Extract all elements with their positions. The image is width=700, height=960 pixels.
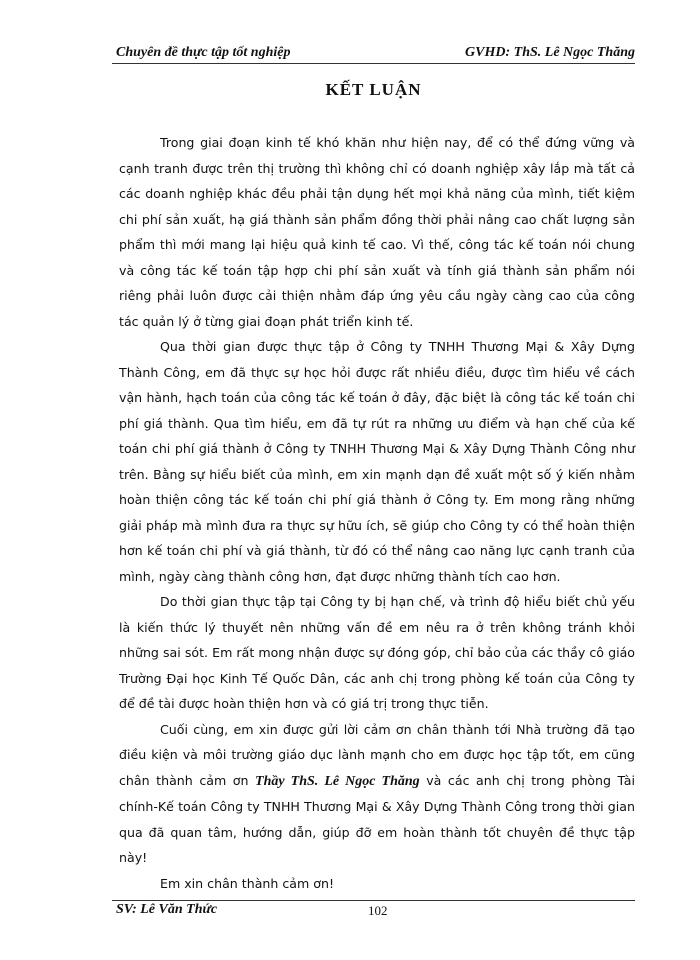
paragraph-5: Em xin chân thành cảm ơn! [160, 875, 335, 891]
footer-student-name: SV: Lê Văn Thức [116, 902, 218, 917]
supervisor-name: Thầy ThS. Lê Ngọc Thăng [255, 773, 420, 789]
page-footer [112, 900, 635, 924]
paragraph-4 [119, 717, 635, 871]
page-number: 102 [368, 903, 388, 918]
body-text [119, 130, 635, 896]
header-supervisor: GVHD: ThS. Lê Ngọc Thăng [465, 45, 635, 60]
paragraph-3: Do thời gian thực tập tại Công ty bị hạn chế, và trình độ hiểu biết chủ yếu là kiến thức lý thuyết nên những vấn đề em nêu ra ở trên không tránh khỏi những sai sót. Em rất mong nhận được sự đóng góp, chỉ bảo của các thầy cô giáo Trường Đại học Kinh Tế Quốc Dân, các anh chị trong phòng kế toán của Công ty để đề tài được hoàn thiện hơn và có giá trị trong thực tiễn. [119, 594, 635, 711]
paragraph-4-end: và các anh chị trong phòng Tài chính-Kế toán Công ty TNHH Thương Mại & Xây Dựng Thành Công trong thời gian qua đã quan tâm, hướng dẫn, giúp đỡ em hoàn thành tốt chuyên đề thực tập này! [119, 772, 635, 865]
paragraph-1: Trong giai đoạn kinh tế khó khăn như hiện nay, để có thể đứng vững và cạnh tranh được trên thị trường thì không chỉ có doanh nghiệp xây lắp mà tất cả các doanh nghiệp khác đều phải tận dụng hết mọi khả năng của mình, tiết kiệm chi phí sản xuất, hạ giá thành sản phẩm đồng thời phải nâng cao chất lượng sản phẩm thì mới mang lại hiệu quả kinh tế cao. Vì thế, công tác kế toán nói chung và công tác kế toán tập hợp chi phí sản xuất và tính giá thành sản phẩm nói riêng phải luôn được cải thiện nhằm đáp ứng yêu cầu ngày càng cao của công tác quản lý ở từng giai đoạn phát triển kinh tế. [119, 135, 635, 329]
paragraph-4-start: Cuối cùng, em xin được gửi lời cảm ơn chân thành tới Nhà trường đã tạo điều kiện và môi trường giáo dục lành mạnh cho em được học tập tốt, em cũng chân thành cảm ơn [119, 721, 635, 788]
header-report-title: Chuyên đề thực tập tốt nghiệp [116, 45, 291, 60]
page-header [112, 40, 635, 64]
page-title: KẾT LUẬN [325, 80, 422, 99]
paragraph-2: Qua thời gian được thực tập ở Công ty TNHH Thương Mại & Xây Dựng Thành Công, em đã thực sự học hỏi được rất nhiều điều, được tìm hiểu về cách vận hành, hạch toán của công tác kế toán ở đây, đặc biệt là công tác kế toán chi phí giá thành. Qua tìm hiểu, em đã tự rút ra những ưu điểm và hạn chế của kế toán chi phí giá thành ở Công ty TNHH Thương Mại & Xây Dựng Thành Công như trên. Bằng sự hiểu biết của mình, em xin mạnh dạn đề xuất một số ý kiến nhằm hoàn thiện công tác kế toán chi phí giá thành ở Công ty. Em mong rằng những giải pháp mà mình đưa ra thực sự hữu ích, sẽ giúp cho Công ty có thể hoàn thiện hơn kế toán chi phí và giá thành, từ đó có thể nâng cao năng lực cạnh tranh của mình, ngày càng thành công hơn, đạt được những thành tích cao hơn. [119, 339, 635, 584]
